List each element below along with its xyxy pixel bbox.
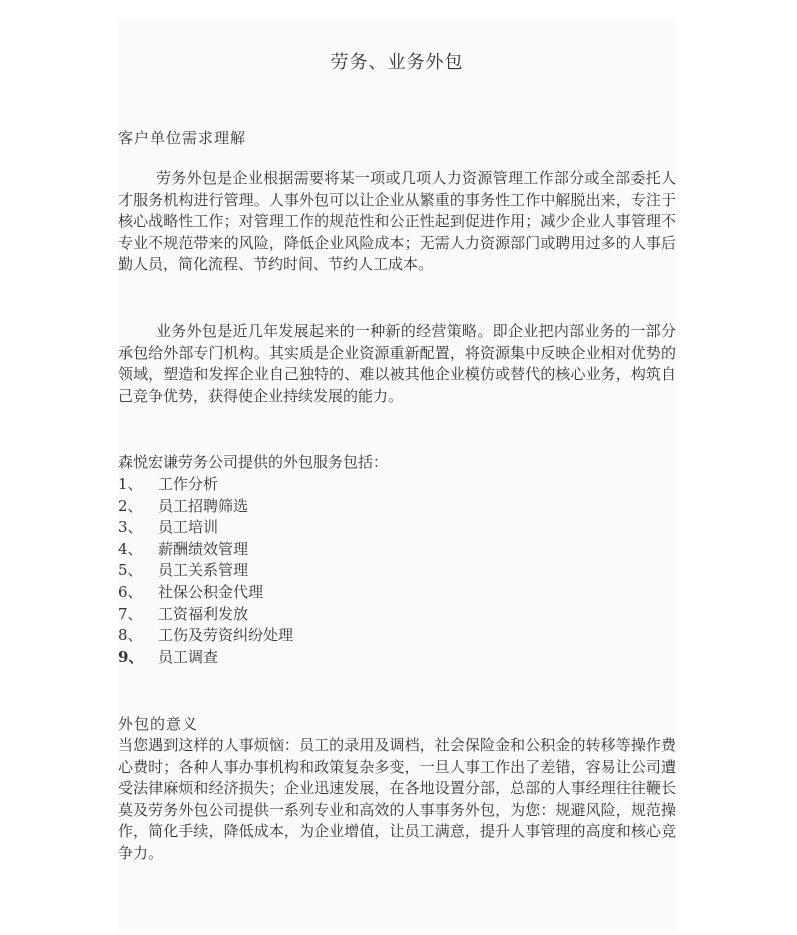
list-item xyxy=(118,582,293,604)
list-item xyxy=(118,625,293,647)
list-item-number: 8、 xyxy=(118,626,143,645)
list-item-label: 员工关系管理 xyxy=(158,561,249,580)
list-item-number: 1、 xyxy=(118,475,143,493)
list-item-label: 社保公积金代理 xyxy=(158,582,264,601)
list-item xyxy=(118,647,293,669)
list-item-number: 5、 xyxy=(118,561,143,580)
document-title: 劳务、业务外包 xyxy=(330,52,464,73)
list-item xyxy=(118,496,293,518)
list-item xyxy=(118,560,293,582)
services-list xyxy=(118,474,293,668)
paragraph-labor-outsourcing: 劳务外包是企业根据需要将某一项或几项人力资源管理工作部分或全部委托人才服务机构进行管理。人事外包可以让企业从繁重的事务性工作中解脱出来，专注于核心战略性工作；对管理工作的规范性和公正性起到促进作用；减少企业人事管理不专业不规范带来的风险，降低企业风险成本；无需人力资源部门或聘用过多的人事后勤人员，简化流程、节约时间、节约人工成本。 xyxy=(118,169,676,274)
list-item-number: 9、 xyxy=(118,647,144,666)
list-item-label: 工作分析 xyxy=(158,475,219,493)
list-item-number: 4、 xyxy=(118,539,143,558)
list-item-label: 工伤及劳资纠纷处理 xyxy=(158,626,294,645)
paragraph-business-outsourcing: 业务外包是近几年发展起来的一种新的经营策略。即企业把内部业务的一部分承包给外部专门机构。其实质是企业资源重新配置，将资源集中反映企业相对优势的领域，塑造和发挥企业自己独特的、难以被其他企业模仿或替代的核心业务，构筑自己竞争优势，获得使企业持续发展的能力。 xyxy=(118,322,676,405)
list-item xyxy=(118,474,293,496)
list-item-label: 员工调查 xyxy=(158,647,219,666)
list-item-label: 薪酬绩效管理 xyxy=(158,539,249,558)
list-item-label: 员工招聘筛选 xyxy=(158,496,249,515)
list-item xyxy=(118,539,293,561)
services-intro: 森悦宏谦劳务公司提供的外包服务包括： xyxy=(118,453,389,471)
list-item-label: 员工培训 xyxy=(158,518,219,537)
section-heading-client-needs: 客户单位需求理解 xyxy=(118,129,247,147)
paragraph-outsourcing-significance: 当您遇到这样的人事烦恼：员工的录用及调档，社会保险金和公积金的转移等操作费心费时；各种人事办事机构和政策复杂多变，一旦人事工作出了差错，容易让公司遭受法律麻烦和经济损失；企业迅速发展，在各地设置分部，总部的人事经理往往鞭长莫及劳务外包公司提供一系列专业和高效的人事事务外包，为您：规避风险，规范操作，简化手续，降低成本，为企业增值，让员工满意，提升人事管理的高度和核心竞争力。 xyxy=(118,736,676,862)
document-page xyxy=(118,19,676,931)
list-item-number: 2、 xyxy=(118,496,143,515)
list-item-number: 6、 xyxy=(118,582,143,601)
list-item xyxy=(118,517,293,539)
list-item-number: 3、 xyxy=(118,518,143,537)
list-item-number: 7、 xyxy=(118,604,143,623)
section-heading-significance: 外包的意义 xyxy=(118,715,199,733)
list-item xyxy=(118,604,293,626)
list-item-label: 工资福利发放 xyxy=(158,604,249,623)
